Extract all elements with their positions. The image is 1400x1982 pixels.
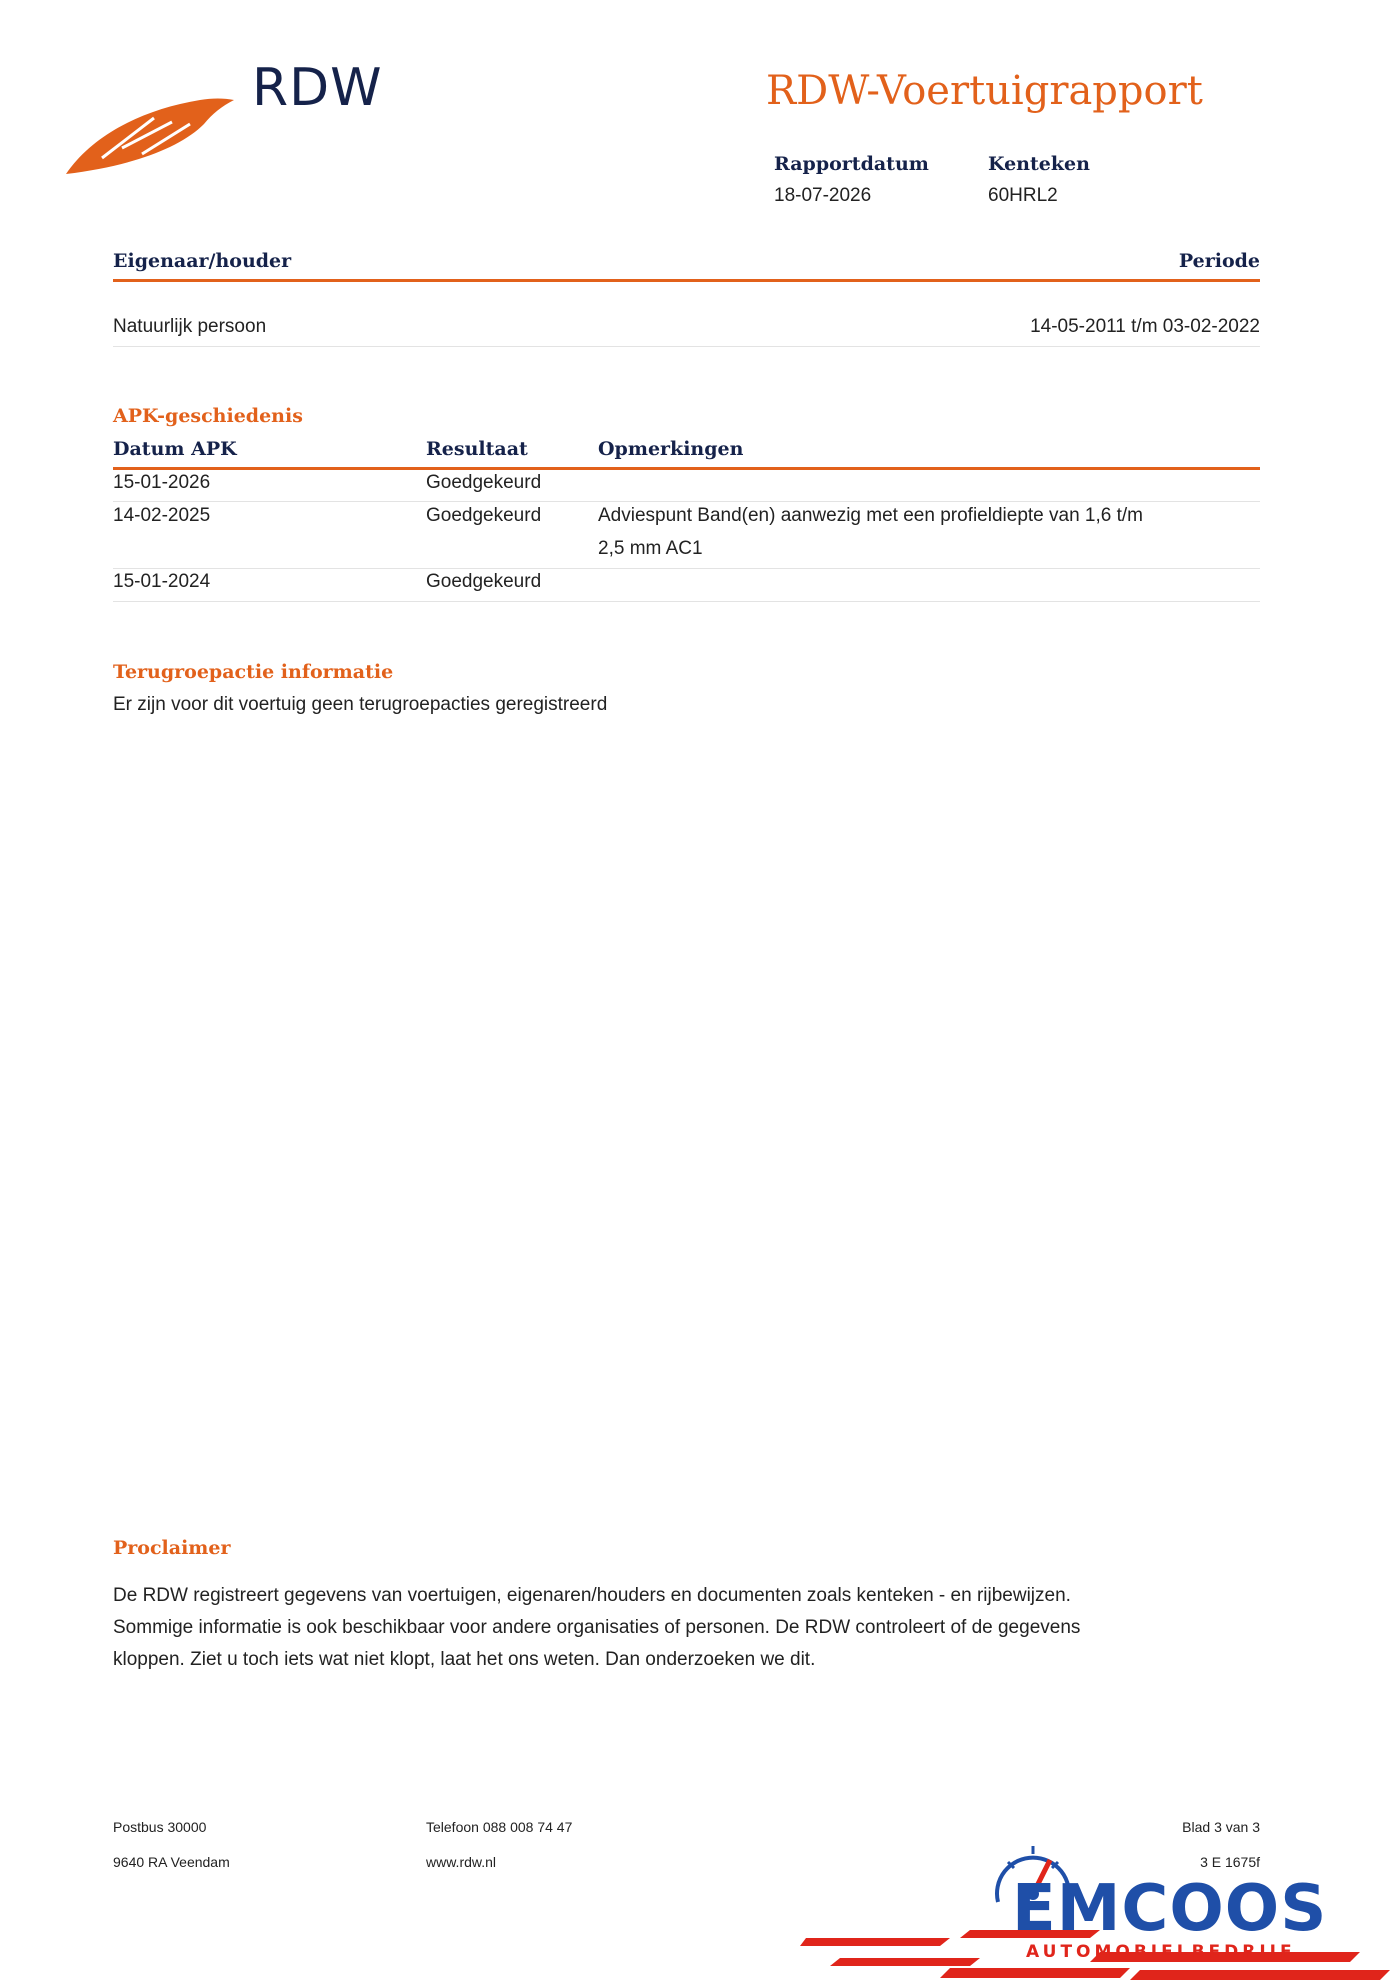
proclaimer-line: kloppen. Ziet u toch iets wat niet klopt, laat het ons weten. Dan onderzoeken we dit. xyxy=(113,1649,816,1670)
emcoos-watermark xyxy=(800,1828,1400,1982)
footer-address2: 9640 RA Veendam xyxy=(113,1854,230,1870)
rdw-logo xyxy=(62,88,242,178)
apk-opmerking-line1: Adviespunt Band(en) aanwezig met een profieldiepte van 1,6 t/m xyxy=(598,505,1143,526)
proclaimer-title: Proclaimer xyxy=(113,1537,231,1559)
proclaimer-line: De RDW registreert gegevens van voertuigen, eigenaren/houders en documenten zoals kenteken - en rijbewijzen. xyxy=(113,1585,1071,1606)
apk-datum: 15-01-2024 xyxy=(113,571,211,592)
proclaimer-text xyxy=(113,1580,1263,1676)
period-value: 14-05-2011 t/m 03-02-2022 xyxy=(1030,316,1260,337)
apk-resultaat: Goedgekeurd xyxy=(426,505,542,526)
owner-header: Eigenaar/houder xyxy=(113,250,292,272)
footer-code: 3 E 1675f xyxy=(1200,1854,1260,1870)
apk-resultaat: Goedgekeurd xyxy=(426,571,542,592)
apk-datum: 15-01-2026 xyxy=(113,472,211,493)
row-divider xyxy=(113,601,1260,602)
recall-title: Terugroepactie informatie xyxy=(113,661,394,683)
logo-text: RDW xyxy=(252,58,383,118)
owner-divider xyxy=(113,279,1260,282)
footer-website[interactable]: www.rdw.nl xyxy=(426,1854,497,1870)
rdw-leaf-icon xyxy=(62,88,242,178)
apk-resultaat: Goedgekeurd xyxy=(426,472,542,493)
apk-opmerking-line2: 2,5 mm AC1 xyxy=(598,538,703,559)
row-divider xyxy=(113,568,1260,569)
proclaimer-line: Sommige informatie is ook beschikbaar voor andere organisaties of personen. De RDW controleert of de gegevens xyxy=(113,1617,1081,1638)
apk-col-opmerkingen: Opmerkingen xyxy=(598,438,744,460)
kenteken-value: 60HRL2 xyxy=(988,185,1058,206)
row-divider xyxy=(113,501,1260,502)
footer-page: Blad 3 van 3 xyxy=(1182,1819,1260,1835)
apk-title: APK-geschiedenis xyxy=(113,405,303,427)
rapportdatum-value: 18-07-2026 xyxy=(774,185,872,206)
report-title: RDW-Voertuigrapport xyxy=(766,68,1203,114)
owner-value: Natuurlijk persoon xyxy=(113,316,267,337)
apk-datum: 14-02-2025 xyxy=(113,505,211,526)
recall-text: Er zijn voor dit voertuig geen terugroepacties geregistreerd xyxy=(113,694,608,715)
kenteken-label: Kenteken xyxy=(988,153,1090,175)
apk-header-divider xyxy=(113,467,1260,470)
watermark-brand: EMCOOS xyxy=(1012,1872,1328,1946)
rapportdatum-label: Rapportdatum xyxy=(774,153,929,175)
watermark-sub: AUTOMOBIELBEDRIJF xyxy=(1026,1942,1296,1962)
footer-phone: Telefoon 088 008 74 47 xyxy=(426,1819,573,1835)
apk-col-resultaat: Resultaat xyxy=(426,438,528,460)
period-header: Periode xyxy=(1178,250,1260,272)
owner-row-divider xyxy=(113,346,1260,347)
apk-col-datum: Datum APK xyxy=(113,438,237,460)
footer-address1: Postbus 30000 xyxy=(113,1819,207,1835)
